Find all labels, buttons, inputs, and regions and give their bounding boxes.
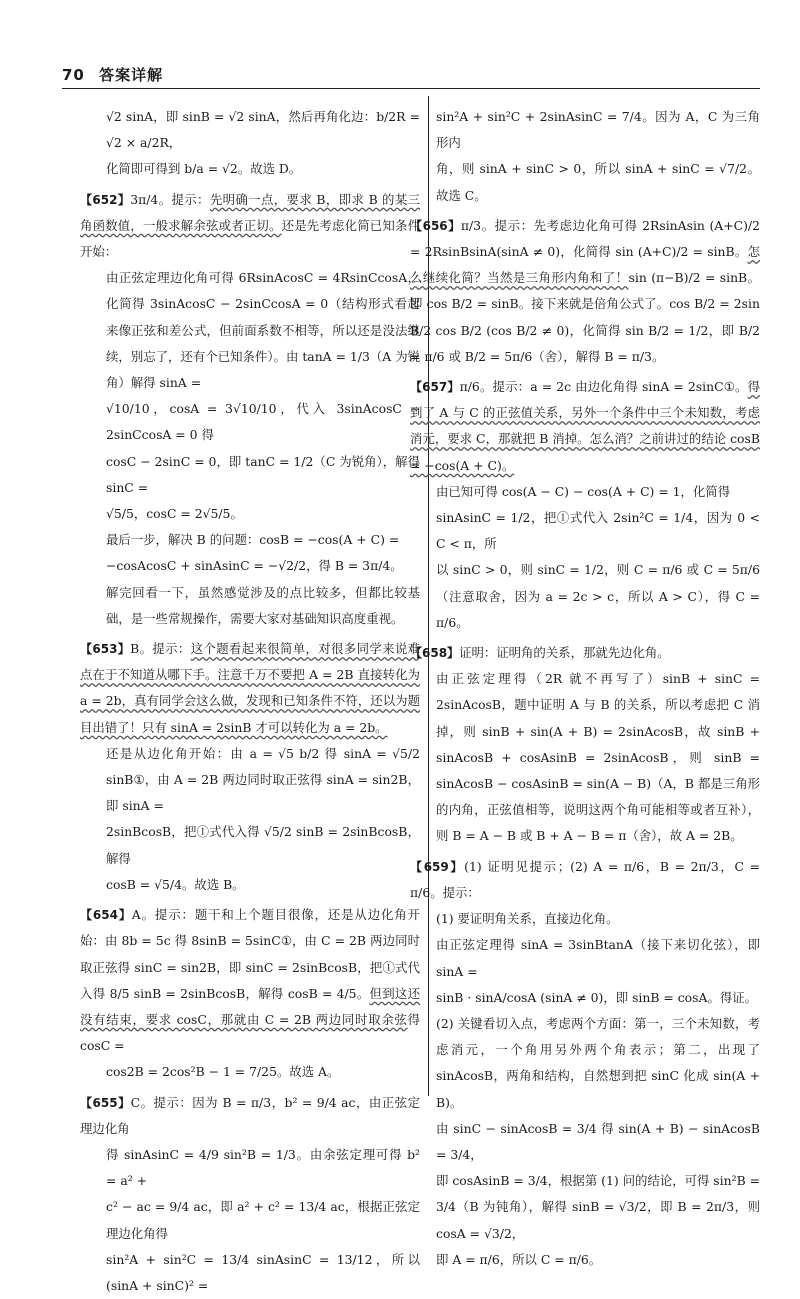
highlighted-note: 但到这还没有结束，要求 cosC，那就由 C = 2B 两边同时取余弦 bbox=[80, 985, 421, 1027]
answer-text: B。提示： bbox=[130, 641, 191, 657]
answer-text: 证明：证明角的关系，那就先边化角。 bbox=[459, 645, 670, 661]
text-line: 由正弦定理得 sinA = 3sinBtanA（接下来切化弦），即 sinA = bbox=[436, 937, 760, 979]
text-line: √5/5，cosC = 2√5/5。 bbox=[106, 506, 243, 522]
question-number: 【656】 bbox=[410, 218, 461, 233]
text-line: sin²A + sin²C = 13/4 sinAsinC = 13/12，所以 (sinA + sinC)² = bbox=[106, 1251, 420, 1293]
text-line: sinAsinC = 1/2，把①式代入 2sin²C = 1/4，因为 0 < C < π，所 bbox=[436, 510, 760, 552]
text-line: 由正弦定理边化角可得 6RsinAcosC = 4RsinCcosA，化简得 3sinAcosC − 2sinCcosA = 0（结构形式看起来像正弦和差公式，但前面系数不相等，所以还是没法继续，别忘了，还有个已知条件）。由 tanA = 1/3（A 为锐角）解得 sinA = bbox=[106, 270, 420, 391]
text-line: 解完回看一下，虽然感觉涉及的点比较多，但都比较基础，是一些常规操作，需要大家对基础知识高度重视。 bbox=[106, 584, 420, 626]
question-658 bbox=[410, 640, 760, 666]
highlighted-note: 这个题看起来很简单，对很多同学来说难点在于不知道从哪下手。注意千万不要把 A = 2B 直接转化为 a = 2b，真有同学会这么做，发现和已知条件不符，还以为题目出错了！只有 sinA = 2sinB 才可以转化为 a = 2b。 bbox=[80, 641, 420, 735]
question-655 bbox=[80, 1090, 420, 1142]
right-column bbox=[410, 104, 761, 1273]
text-line: (2) 关键看切入点，考虑两个方面：第一，三个未知数，考虑消元，一个角用另外两个角表示；第二，出现了 sinAcosB，两角和结构，自然想到把 sinC 化成 sin(A + B)。 bbox=[436, 1015, 760, 1110]
page-header bbox=[62, 64, 163, 85]
answer-text: C。提示：因为 B = π/3，b² = 9/4 ac，由正弦定理边化角 bbox=[80, 1094, 420, 1136]
text-line: cosC − 2sinC = 0，即 tanC = 1/2（C 为锐角），解得 sinC = bbox=[106, 453, 420, 495]
text-line: 3/4（B 为钝角），解得 sinB = √3/2，即 B = 2π/3，则 cosA = √3/2， bbox=[436, 1199, 760, 1241]
answer-text: A。提示：题干和上个题目很像，还是从边化角开始：由 8b = 5c 得 8sinB = 5sinC①，由 C = 2B 两边同时取正弦得 sinC = sin2B，即 sinC = 2sinBcosB，把①式代入得 8/5 sinB = 2sinBcosB，解得 cosB = 4/5。 bbox=[80, 907, 420, 1001]
page-number: 70 bbox=[62, 66, 85, 84]
text-line: √10/10，cosA = 3√10/10，代入 3sinAcosC − 2sinCcosA = 0 得 bbox=[106, 401, 420, 443]
text-line: 由 sinC − sinAcosB = 3/4 得 sin(A + B) − sinAcosB = 3/4， bbox=[436, 1120, 760, 1162]
text-line: sinB · sinA/cosA (sinA ≠ 0)，即 sinB = cosA。得证。 bbox=[436, 989, 758, 1005]
question-656 bbox=[410, 213, 760, 370]
text-line: cosB = √5/4。故选 B。 bbox=[106, 876, 245, 892]
question-654 bbox=[80, 902, 420, 1059]
text-line: 得 sinAsinC = 4/9 sin²B = 1/3。由余弦定理可得 b² = a² + bbox=[106, 1146, 420, 1189]
text-line: 2sinBcosB，把①式代入得 √5/2 sinB = 2sinBcosB，解得 bbox=[106, 824, 420, 866]
highlighted-note: 先明确一点，要求 B，即求 B 的某三角函数值，一般求解余弦或者正切。 bbox=[80, 191, 420, 233]
answer-text: π/6。提示：a = 2c 由边化角得 sinA = 2sinC①。 bbox=[459, 379, 748, 395]
text-line: 即 A = π/6，所以 C = π/6。 bbox=[436, 1251, 602, 1267]
header-divider bbox=[62, 88, 760, 89]
text-line: cos2B = 2cos²B − 1 = 7/25。故选 A。 bbox=[106, 1064, 340, 1080]
text-line: √2 sinA，即 sinB = √2 sinA，然后再角化边：b/2R = √2 × a/2R， bbox=[106, 109, 420, 151]
text-line: 最后一步，解决 B 的问题：cosB = −cos(A + C) = bbox=[106, 532, 400, 548]
text-line: 角，则 sinA + sinC > 0，所以 sinA + sinC = √7/2。故选 C。 bbox=[436, 161, 760, 203]
answer-text: 还是先考虑化简已知条件开始： bbox=[80, 217, 421, 260]
text-line: 由正弦定理得（2R 就不再写了）sinB + sinC = 2sinAcosB，题中证明 A 与 B 的关系，所以考虑把 C 消掉，则 sinB + sin(A + B) = 2sinAcosB，故 sinB + sinAcosB + cosAsinB = 2sinAcosB，则 sinB = sinAcosB − cosAsinB = sin(A − B)（A，B 都是三角形的内角，正弦值相等，说明这两个角可能相等或者互补），则 B = A − B 或 B + A − B = π（舍），故 A = 2B。 bbox=[436, 671, 760, 844]
question-number: 【654】 bbox=[80, 908, 132, 923]
text-line: 即 cosAsinB = 3/4，根据第 (1) 问的结论，可得 sin²B = bbox=[436, 1173, 761, 1189]
text-line: 化简即可得到 b/a = √2。故选 D。 bbox=[106, 161, 302, 177]
text-line: 由已知可得 cos(A − C) − cos(A + C) = 1，化简得 bbox=[436, 483, 731, 499]
question-number: 【658】 bbox=[410, 646, 460, 661]
question-number: 【655】 bbox=[80, 1095, 131, 1110]
answer-text: π/3。提示：先考虑边化角可得 2RsinAsin (A+C)/2 = 2RsinBsinA(sinA ≠ 0)，化简得 sin (A+C)/2 = sinB。 bbox=[410, 217, 760, 260]
answer-text: 得 cosC = bbox=[80, 1011, 420, 1054]
question-659 bbox=[410, 854, 760, 906]
text-line: 以 sinC > 0，则 sinC = 1/2，则 C = π/6 或 C = 5π/6（注意取舍，因为 a = 2c > c，所以 A > C），得 C = π/6。 bbox=[436, 562, 760, 630]
answer-text: (1) 证明见提示；(2) A = π/6，B = 2π/3，C = π/6。提示： bbox=[410, 858, 760, 900]
highlighted-note: 怎么继续化简？当然是三角形内角和了！ bbox=[410, 244, 760, 286]
page-title: 答案详解 bbox=[99, 66, 164, 84]
left-column bbox=[80, 104, 421, 1299]
question-657 bbox=[410, 374, 760, 479]
text-line: c² − ac = 9/4 ac，即 a² + c² = 13/4 ac，根据正弦定理边化角得 bbox=[106, 1199, 420, 1241]
question-652 bbox=[80, 187, 420, 266]
question-653 bbox=[80, 636, 420, 741]
answer-text: sin (π−B)/2 = sinB。即 cos B/2 = sinB。接下来就是倍角公式了。cos B/2 = 2sin B/2 cos B/2 (cos B/2 ≠ 0)，化简得 sin B/2 = 1/2，即 B/2 = π/6 或 B/2 = 5π/6（舍），解得 B = π/3。 bbox=[410, 270, 761, 364]
question-number: 【659】 bbox=[410, 859, 465, 874]
question-number: 【652】 bbox=[80, 192, 131, 207]
text-line: −cosAcosC + sinAsinC = −√2/2，得 B = 3π/4。 bbox=[106, 558, 403, 574]
question-number: 【653】 bbox=[80, 642, 131, 657]
text-line: (1) 要证明角关系，直接边化角。 bbox=[436, 911, 619, 927]
answer-text: 3π/4。提示： bbox=[130, 191, 210, 207]
text-line: 还是从边化角开始：由 a = √5 b/2 得 sinA = √5/2 sinB①，由 A = 2B 两边同时取正弦得 sinA = sin2B，即 sinA = bbox=[106, 745, 420, 814]
text-line: sin²A + sin²C + 2sinAsinC = 7/4。因为 A，C 为三角形内 bbox=[436, 109, 760, 151]
question-number: 【657】 bbox=[410, 380, 460, 395]
highlighted-note: 得到了 A 与 C 的正弦值关系，另外一个条件中三个未知数，考虑消元，要求 C，那就把 B 消掉。怎么消？之前讲过的结论 cosB = −cos(A + C)。 bbox=[410, 379, 760, 473]
